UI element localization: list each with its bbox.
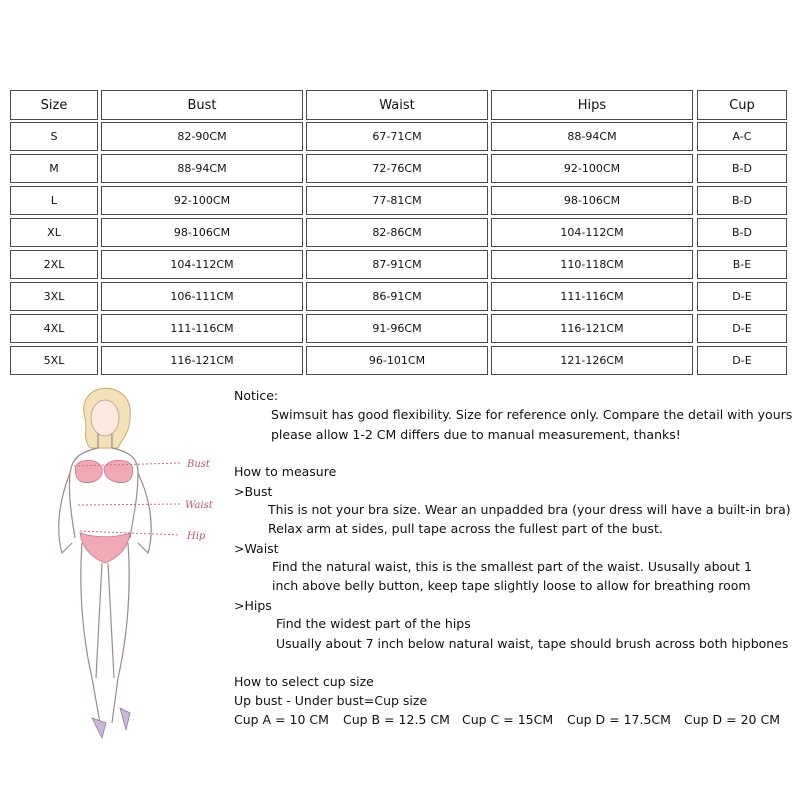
cup-item: Cup A = 10 CM (234, 712, 329, 727)
cell-bust: 111-116CM (101, 314, 303, 343)
cell-hips: 98-106CM (491, 186, 693, 215)
cell-bust: 88-94CM (101, 154, 303, 183)
hips-text-2: Usually about 7 inch below natural waist, tape should brush across both hipbones (276, 636, 789, 651)
cell-cup: B-D (697, 186, 787, 215)
cell-waist: 82-86CM (306, 218, 488, 247)
cell-size: 5XL (10, 346, 98, 375)
cell-size: S (10, 122, 98, 151)
cell-hips: 111-116CM (491, 282, 693, 311)
cell-cup: D-E (697, 346, 787, 375)
header-cup: Cup (697, 90, 787, 120)
cell-waist: 72-76CM (306, 154, 488, 183)
cell-hips: 110-118CM (491, 250, 693, 279)
cup-item: Cup B = 12.5 CM (343, 712, 450, 727)
bust-heading: >Bust (234, 484, 273, 499)
cell-cup: A-C (697, 122, 787, 151)
cell-waist: 87-91CM (306, 250, 488, 279)
bust-label: Bust (187, 459, 210, 470)
cell-hips: 121-126CM (491, 346, 693, 375)
cell-size: 3XL (10, 282, 98, 311)
cell-bust: 104-112CM (101, 250, 303, 279)
cell-waist: 77-81CM (306, 186, 488, 215)
cup-formula: Up bust - Under bust=Cup size (234, 693, 428, 708)
cup-title: How to select cup size (234, 674, 374, 689)
cup-item: Cup C = 15CM (462, 712, 554, 727)
bust-text-1: This is not your bra size. Wear an unpadded bra (your dress will have a built-in bra) (268, 502, 791, 517)
cell-cup: B-E (697, 250, 787, 279)
cell-hips: 88-94CM (491, 122, 693, 151)
cell-hips: 116-121CM (491, 314, 693, 343)
cup-item: Cup D = 20 CM (684, 712, 780, 727)
body-measurement-illustration (30, 378, 230, 748)
header-waist: Waist (306, 90, 488, 120)
notice-line-2: please allow 1-2 CM differs due to manual measurement, thanks! (271, 427, 681, 442)
cell-waist: 86-91CM (306, 282, 488, 311)
cell-hips: 104-112CM (491, 218, 693, 247)
cell-cup: D-E (697, 282, 787, 311)
measure-title: How to measure (234, 464, 337, 479)
hip-label: Hip (187, 531, 206, 542)
cell-bust: 82-90CM (101, 122, 303, 151)
cell-bust: 116-121CM (101, 346, 303, 375)
cell-cup: B-D (697, 218, 787, 247)
cell-waist: 67-71CM (306, 122, 488, 151)
bust-text-2: Relax arm at sides, pull tape across the fullest part of the bust. (268, 521, 663, 536)
notice-line-1: Swimsuit has good flexibility. Size for reference only. Compare the detail with yours (271, 407, 793, 422)
waist-text-2: inch above belly button, keep tape slightly loose to allow for breathing room (272, 578, 751, 593)
cell-size: 2XL (10, 250, 98, 279)
header-size: Size (10, 90, 98, 120)
waist-text-1: Find the natural waist, this is the smallest part of the waist. Ususally about 1 (272, 559, 752, 574)
cell-bust: 98-106CM (101, 218, 303, 247)
cell-hips: 92-100CM (491, 154, 693, 183)
header-bust: Bust (101, 90, 303, 120)
cell-bust: 106-111CM (101, 282, 303, 311)
cell-cup: D-E (697, 314, 787, 343)
waist-label: Waist (185, 500, 213, 511)
cell-size: 4XL (10, 314, 98, 343)
cell-waist: 91-96CM (306, 314, 488, 343)
cell-bust: 92-100CM (101, 186, 303, 215)
notice-title: Notice: (234, 388, 279, 403)
cell-waist: 96-101CM (306, 346, 488, 375)
cell-size: L (10, 186, 98, 215)
hips-heading: >Hips (234, 598, 272, 613)
waist-heading: >Waist (234, 541, 279, 556)
cell-size: M (10, 154, 98, 183)
cell-size: XL (10, 218, 98, 247)
cup-item: Cup D = 17.5CM (567, 712, 671, 727)
hips-text-1: Find the widest part of the hips (276, 616, 471, 631)
cell-cup: B-D (697, 154, 787, 183)
header-hips: Hips (491, 90, 693, 120)
